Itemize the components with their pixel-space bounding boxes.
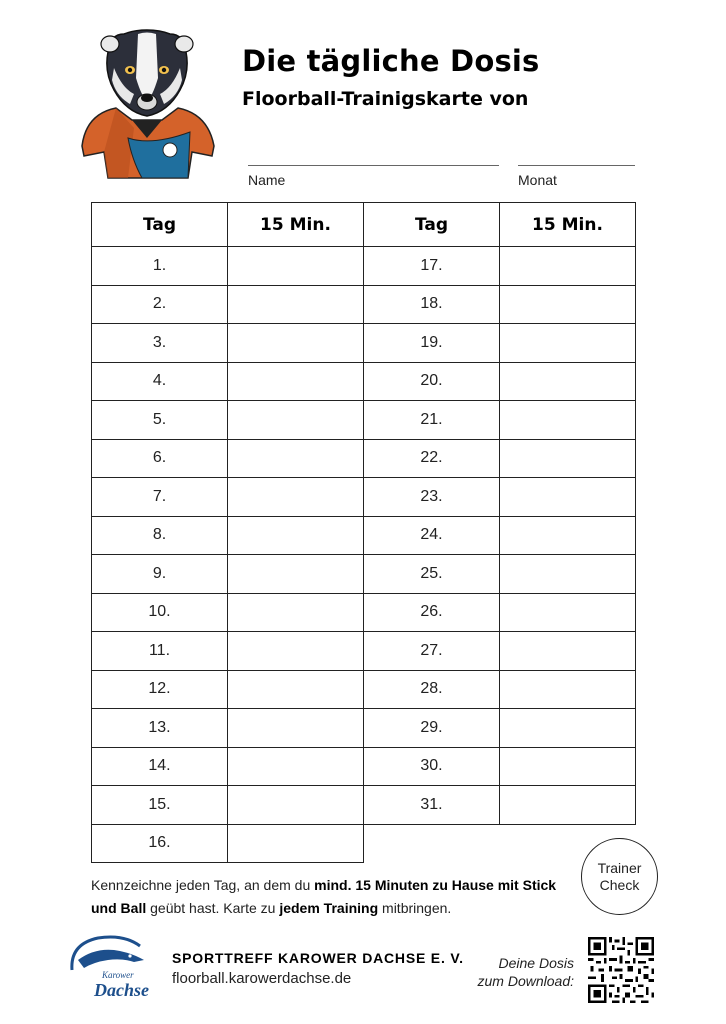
day-cell: 12. bbox=[92, 670, 228, 709]
check-cell[interactable] bbox=[228, 285, 364, 324]
day-cell: 31. bbox=[364, 786, 500, 825]
download-line2: zum Download: bbox=[477, 973, 574, 989]
day-cell: 9. bbox=[92, 555, 228, 594]
badger-mascot-icon bbox=[72, 28, 222, 180]
check-cell[interactable] bbox=[500, 478, 636, 517]
training-table bbox=[91, 202, 636, 863]
check-cell[interactable] bbox=[228, 247, 364, 286]
day-cell: 13. bbox=[92, 709, 228, 748]
table-row bbox=[92, 632, 636, 671]
check-cell[interactable] bbox=[228, 632, 364, 671]
day-cell: 10. bbox=[92, 593, 228, 632]
table-row bbox=[92, 285, 636, 324]
check-cell[interactable] bbox=[500, 632, 636, 671]
check-cell[interactable] bbox=[500, 247, 636, 286]
day-cell: 29. bbox=[364, 709, 500, 748]
day-cell: 24. bbox=[364, 516, 500, 555]
check-cell[interactable] bbox=[228, 670, 364, 709]
check-cell[interactable] bbox=[500, 401, 636, 440]
download-text bbox=[478, 954, 575, 990]
instructions-text bbox=[91, 874, 571, 920]
day-cell: 8. bbox=[92, 516, 228, 555]
check-cell[interactable] bbox=[500, 516, 636, 555]
club-name: SPORTTREFF KAROWER DACHSE E. V. bbox=[172, 950, 464, 966]
day-cell: 20. bbox=[364, 362, 500, 401]
day-cell: 4. bbox=[92, 362, 228, 401]
table-row bbox=[92, 555, 636, 594]
day-cell: 19. bbox=[364, 324, 500, 363]
day-cell: 26. bbox=[364, 593, 500, 632]
check-cell[interactable] bbox=[228, 747, 364, 786]
month-label: Monat bbox=[518, 172, 557, 188]
instructions-part3: mitbringen. bbox=[378, 900, 452, 916]
day-cell: 21. bbox=[364, 401, 500, 440]
check-cell[interactable] bbox=[228, 439, 364, 478]
check-cell[interactable] bbox=[228, 555, 364, 594]
check-cell[interactable] bbox=[500, 324, 636, 363]
download-line1: Deine Dosis bbox=[498, 955, 574, 971]
check-cell[interactable] bbox=[228, 593, 364, 632]
day-cell: 16. bbox=[92, 824, 228, 863]
day-cell: 17. bbox=[364, 247, 500, 286]
instructions-part1: Kennzeichne jeden Tag, an dem du bbox=[91, 877, 315, 893]
club-url[interactable]: floorball.karowerdachse.de bbox=[172, 970, 352, 987]
instructions-bold1: mind. 15 Minuten zu Hause mit Stick und Ball bbox=[91, 877, 557, 916]
day-cell: 30. bbox=[364, 747, 500, 786]
check-cell[interactable] bbox=[500, 362, 636, 401]
day-cell: 23. bbox=[364, 478, 500, 517]
table-row bbox=[92, 247, 636, 286]
table-row bbox=[92, 670, 636, 709]
check-cell[interactable] bbox=[500, 439, 636, 478]
table-row bbox=[92, 593, 636, 632]
table-row bbox=[92, 401, 636, 440]
trainer-check-circle[interactable] bbox=[581, 838, 658, 915]
check-cell[interactable] bbox=[228, 324, 364, 363]
table-header-row bbox=[92, 203, 636, 247]
day-cell: 6. bbox=[92, 439, 228, 478]
table-row bbox=[92, 478, 636, 517]
check-cell[interactable] bbox=[500, 555, 636, 594]
table-row bbox=[92, 709, 636, 748]
day-cell: 28. bbox=[364, 670, 500, 709]
check-cell[interactable] bbox=[500, 285, 636, 324]
check-cell[interactable] bbox=[228, 824, 364, 863]
check-cell[interactable] bbox=[228, 362, 364, 401]
qr-code-icon[interactable] bbox=[588, 937, 654, 1003]
table-row bbox=[92, 324, 636, 363]
day-cell: 18. bbox=[364, 285, 500, 324]
day-cell: 7. bbox=[92, 478, 228, 517]
page-subtitle: Floorball-Trainigskarte von bbox=[242, 88, 529, 110]
table-row bbox=[92, 747, 636, 786]
table-row bbox=[92, 824, 636, 863]
trainer-check-line1: Trainer bbox=[597, 859, 642, 876]
day-cell: 2. bbox=[92, 285, 228, 324]
day-cell: 15. bbox=[92, 786, 228, 825]
trainer-check-line2: Check bbox=[599, 876, 640, 893]
day-cell: 25. bbox=[364, 555, 500, 594]
check-cell[interactable] bbox=[500, 747, 636, 786]
table-row bbox=[92, 439, 636, 478]
logo-text-top: Karower bbox=[102, 970, 134, 980]
header-tag-left: Tag bbox=[92, 203, 228, 247]
instructions-bold2: jedem Training bbox=[279, 900, 379, 916]
day-cell: 27. bbox=[364, 632, 500, 671]
name-label: Name bbox=[248, 172, 286, 188]
day-cell: 22. bbox=[364, 439, 500, 478]
day-cell: 1. bbox=[92, 247, 228, 286]
header-minutes-right: 15 Min. bbox=[500, 203, 636, 247]
table-row bbox=[92, 362, 636, 401]
table-row bbox=[92, 786, 636, 825]
check-cell[interactable] bbox=[228, 478, 364, 517]
day-cell: 3. bbox=[92, 324, 228, 363]
check-cell[interactable] bbox=[228, 786, 364, 825]
check-cell[interactable] bbox=[500, 593, 636, 632]
check-cell[interactable] bbox=[228, 516, 364, 555]
empty-cell bbox=[364, 824, 500, 863]
instructions-part2: geübt hast. Karte zu bbox=[146, 900, 280, 916]
badger-logo-icon bbox=[64, 930, 162, 1002]
day-cell: 5. bbox=[92, 401, 228, 440]
day-cell: 11. bbox=[92, 632, 228, 671]
month-line[interactable] bbox=[518, 165, 635, 166]
header-minutes-left: 15 Min. bbox=[228, 203, 364, 247]
name-line[interactable] bbox=[248, 165, 499, 166]
day-cell: 14. bbox=[92, 747, 228, 786]
header-tag-right: Tag bbox=[364, 203, 500, 247]
table-row bbox=[92, 516, 636, 555]
logo-text-bottom: Dachse bbox=[94, 980, 149, 1000]
check-cell[interactable] bbox=[228, 401, 364, 440]
check-cell[interactable] bbox=[500, 670, 636, 709]
check-cell[interactable] bbox=[500, 709, 636, 748]
check-cell[interactable] bbox=[228, 709, 364, 748]
page-title: Die tägliche Dosis bbox=[242, 44, 540, 78]
check-cell[interactable] bbox=[500, 786, 636, 825]
